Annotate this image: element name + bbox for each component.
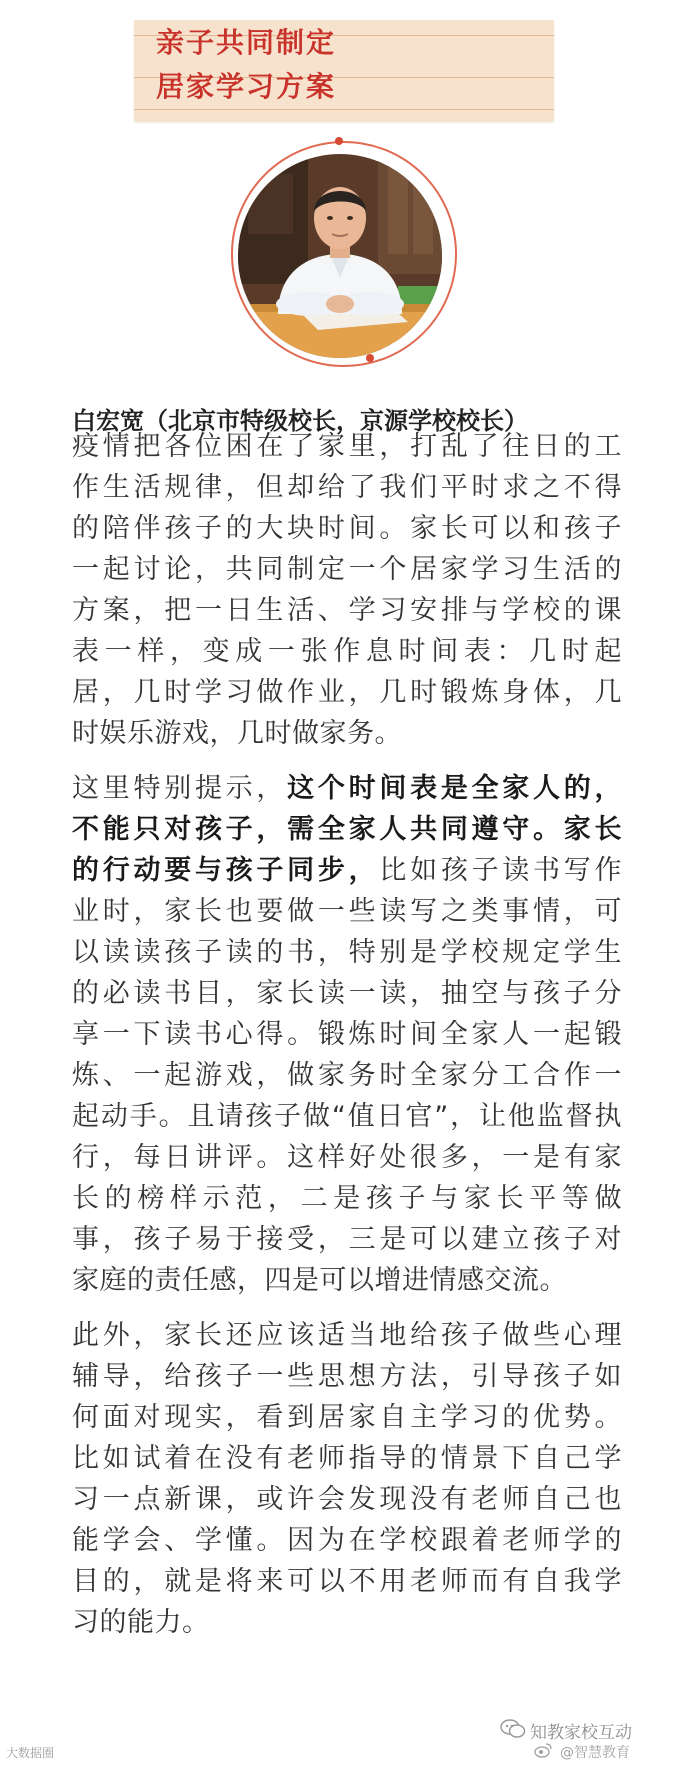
text-segment: 疫情把各位困在了家里，打乱了往日的工 <box>72 431 622 462</box>
text-segment: 居，几时学习做作业，几时锻炼身体，几 <box>72 677 622 708</box>
text-segment: 能学会、学懂。因为在学校跟着老师学的 <box>72 1525 622 1556</box>
text-line <box>72 1178 622 1219</box>
text-line <box>72 1055 622 1096</box>
text-line <box>72 467 622 508</box>
text-segment: 辅导，给孩子一些思想方法，引导孩子如 <box>72 1361 622 1392</box>
text-segment: 习一点新课，或许会发现没有老师自己也 <box>72 1484 622 1515</box>
text-segment: 的陪伴孩子的大块时间。家长可以和孩子 <box>72 513 622 544</box>
portrait-illustration <box>238 154 442 358</box>
text-line <box>72 1260 622 1301</box>
text-segment: 时娱乐游戏，几时做家务。 <box>72 718 402 749</box>
bold-text: 不能只对孩子，需全家人共同遵守。家长 <box>72 814 622 845</box>
text-line <box>72 672 622 713</box>
author-caption: 白宏宽（北京市特级校长，京源学校校长） <box>72 407 528 435</box>
text-line <box>72 973 622 1014</box>
text-segment: 何面对现实，看到居家自主学习的优势。 <box>72 1402 622 1433</box>
text-segment: 比如试着在没有老师指导的情景下自己学 <box>72 1443 622 1474</box>
text-segment: 目的，就是将来可以不用老师而有自我学 <box>72 1566 622 1597</box>
text-line <box>72 1438 622 1479</box>
text-segment: 此外，家长还应该适当地给孩子做些心理 <box>72 1320 622 1351</box>
banner-title-line1: 亲子共同制定 <box>156 26 337 59</box>
text-segment: 长的榜样示范，二是孩子与家长平等做 <box>72 1183 622 1214</box>
text-line <box>72 1096 622 1137</box>
text-segment: 比如孩子读书写作 <box>379 855 623 886</box>
paragraph-2 <box>72 768 622 1301</box>
weibo-icon <box>534 1742 552 1758</box>
text-line <box>72 809 622 850</box>
watermark-right: 知教家校互动 <box>530 1723 632 1743</box>
text-segment: 这里特别提示， <box>72 773 288 804</box>
text-segment: 家庭的责任感，四是可以增进情感交流。 <box>72 1265 567 1296</box>
text-segment: 的必读书目，家长读一读，抽空与孩子分 <box>72 978 622 1009</box>
paragraph-3 <box>72 1315 622 1643</box>
wechat-icon <box>500 1718 526 1740</box>
text-segment: 炼、一起游戏，做家务时全家分工合作一 <box>72 1060 622 1091</box>
text-line <box>72 508 622 549</box>
ring-dot <box>366 354 374 362</box>
text-line <box>72 549 622 590</box>
text-segment: 方案，把一日生活、学习安排与学校的课 <box>72 595 622 626</box>
text-line <box>72 891 622 932</box>
text-segment: 一起讨论，共同制定一个居家学习生活的 <box>72 554 622 585</box>
text-line <box>72 850 622 891</box>
watermark-left: 大数据圈 <box>6 1746 55 1760</box>
ring-dot <box>335 137 343 145</box>
bold-text: 的行动要与孩子同步， <box>72 855 380 886</box>
text-line <box>72 1397 622 1438</box>
text-segment: 享一下读书心得。锻炼时间全家人一起锻 <box>72 1019 622 1050</box>
text-segment: 表一样，变成一张作息时间表：几时起 <box>72 636 622 667</box>
text-segment: 起动手。且请孩子做“值日官”，让他监督执 <box>72 1101 622 1132</box>
text-line <box>72 1014 622 1055</box>
text-segment: 作生活规律，但却给了我们平时求之不得 <box>72 472 622 503</box>
text-line <box>72 1479 622 1520</box>
text-line <box>72 631 622 672</box>
bold-text: 这个时间表是全家人的， <box>287 773 623 804</box>
text-line <box>72 590 622 631</box>
text-segment: 习的能力。 <box>72 1607 210 1638</box>
text-line <box>72 1315 622 1356</box>
author-portrait <box>238 154 442 358</box>
text-segment: 以读读孩子读的书，特别是学校规定学生 <box>72 937 622 968</box>
text-line <box>72 1356 622 1397</box>
text-line <box>72 426 622 467</box>
text-line <box>72 932 622 973</box>
text-line <box>72 1137 622 1178</box>
banner-title-line2: 居家学习方案 <box>156 70 337 103</box>
paragraph-1 <box>72 426 622 754</box>
text-line <box>72 768 622 809</box>
text-line <box>72 713 622 754</box>
watermark-right-sub: @智慧教育 <box>560 1745 630 1761</box>
text-line <box>72 1219 622 1260</box>
text-segment: 事，孩子易于接受，三是可以建立孩子对 <box>72 1224 622 1255</box>
banner-rule <box>134 109 554 110</box>
text-segment: 业时，家长也要做一些读写之类事情，可 <box>72 896 622 927</box>
text-segment: 行，每日讲评。这样好处很多，一是有家 <box>72 1142 622 1173</box>
text-line <box>72 1602 622 1643</box>
text-line <box>72 1561 622 1602</box>
text-line <box>72 1520 622 1561</box>
